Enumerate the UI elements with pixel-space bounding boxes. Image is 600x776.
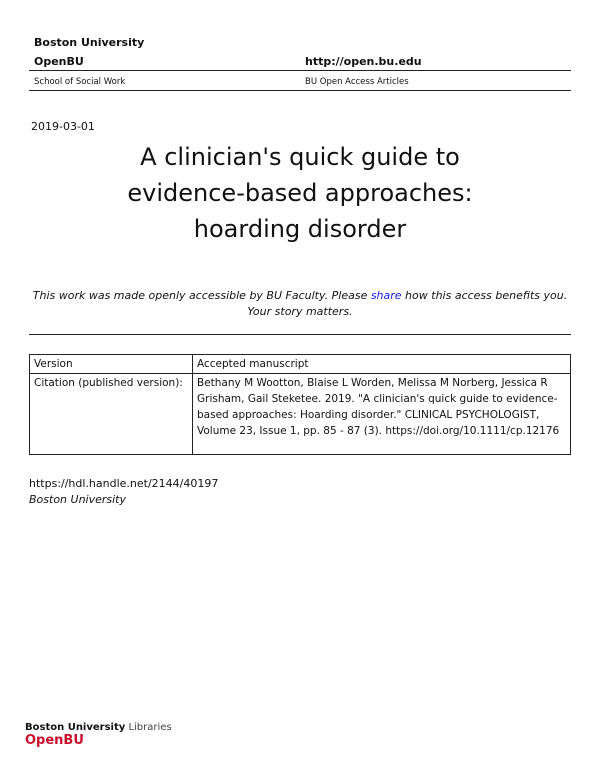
collection-label: BU Open Access Articles — [305, 77, 409, 87]
share-link[interactable]: share — [370, 289, 402, 302]
header-divider-top — [29, 70, 571, 71]
institution-name: Boston University — [34, 36, 145, 49]
publisher-name: Boston University — [29, 493, 127, 506]
citation-key: Citation (published version): — [30, 374, 193, 455]
version-value: Accepted manuscript — [193, 355, 571, 374]
table-row — [30, 374, 571, 455]
repository-name: OpenBU — [34, 55, 84, 68]
notice-line-2: Your story matters. — [247, 305, 353, 318]
version-key: Version — [30, 355, 193, 374]
logo-line-1-rest: Libraries — [125, 722, 172, 733]
header-divider-bottom — [29, 90, 571, 91]
table-row — [30, 355, 571, 374]
logo-line-2: OpenBU — [25, 733, 84, 748]
title-line-2: evidence-based approaches: — [127, 178, 473, 207]
department-label: School of Social Work — [34, 77, 126, 87]
title-line-3: hoarding disorder — [193, 214, 407, 243]
logo-line-1-bold: Boston University — [25, 722, 126, 733]
metadata-table — [29, 354, 571, 455]
notice-divider — [29, 334, 571, 335]
notice-text-after: how this access benefits you. — [401, 289, 568, 302]
bu-libraries-logo — [25, 722, 172, 748]
access-notice — [0, 288, 600, 320]
handle-link[interactable]: https://hdl.handle.net/2144/40197 — [29, 477, 219, 490]
notice-text-before: This work was made openly accessible by BU Faculty. Please — [32, 289, 371, 302]
page-title — [0, 143, 600, 243]
title-line-1: A clinician's quick guide to — [140, 143, 460, 171]
repository-url[interactable]: http://open.bu.edu — [305, 55, 422, 68]
citation-value: Bethany M Wootton, Blaise L Worden, Melissa M Norberg, Jessica R Grisham, Gail Steketee. 2019. "A clinician's quick guide to evidence-based approaches: Hoarding disorder." CLINICAL PSYCHOLOGIST, Volume 23, Issue 1, pp. 85 - 87 (3). https://doi.org/10.1111/cp.12176 — [193, 374, 571, 455]
publication-date: 2019-03-01 — [31, 120, 95, 133]
